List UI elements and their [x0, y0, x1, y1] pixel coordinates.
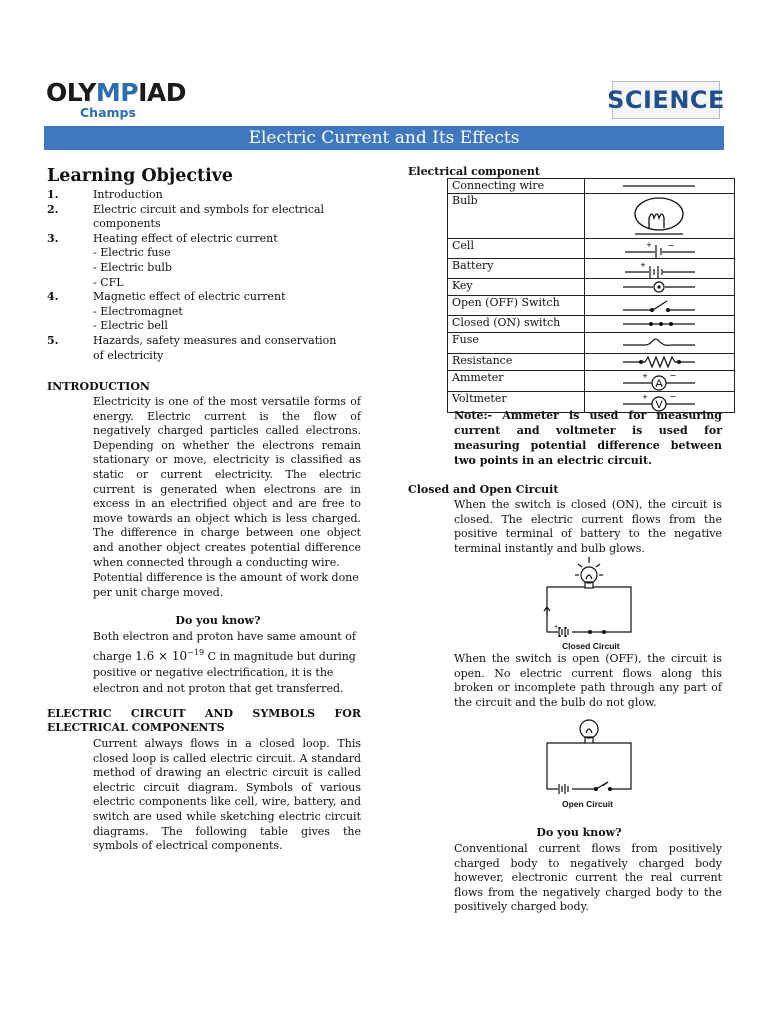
- do-you-know-heading-2: Do you know?: [536, 826, 622, 839]
- ammeter-voltmeter-note: Note:- Ammeter is used for measuring current and voltmeter is used for measuring potential difference between two points in an electric circuit.: [454, 409, 722, 467]
- component-row: [448, 354, 735, 371]
- components-table: [447, 178, 735, 413]
- component-name: Battery: [448, 259, 585, 279]
- component-row: [448, 279, 735, 296]
- symbol-label: V: [654, 399, 663, 411]
- open-circuit-caption: Open Circuit: [562, 799, 614, 809]
- learning-objective-text: [93, 203, 347, 232]
- learning-objective-item: [47, 334, 347, 363]
- key-icon: [585, 279, 735, 296]
- component-name: Resistance: [448, 354, 585, 371]
- open-switch-icon: [585, 296, 735, 316]
- learning-objective-number: 5.: [47, 333, 59, 347]
- do-you-know-body-2: Conventional current flows from positively charged body to negatively charged body however, electronic current the real current flows from the negatively charged body to the positively charged body.: [454, 842, 722, 914]
- symbol-label: +: [641, 392, 648, 402]
- learning-objective-number: 1.: [47, 188, 59, 201]
- learning-objective-text: [93, 232, 347, 290]
- component-name: Connecting wire: [448, 179, 585, 194]
- introduction-body: Electricity is one of the most versatile forms of energy. Electric current is the flow of negatively charged particles called electrons. Depending on whether the electrons remain stationary or move, electricity is classified as static or current electricity. The electric current is generated when electrons are in excess in an electrified object and are free to move towards an object which is less charged. The difference in charge between one object and another object creates potential difference when connected through a conducting wire.: [93, 395, 361, 569]
- subject-badge: SCIENCE: [612, 81, 720, 119]
- learning-objective-number: 3.: [47, 231, 59, 245]
- learning-objective-line: Electric circuit and symbols for electrical components: [93, 202, 325, 231]
- symbol-label: −: [667, 240, 674, 252]
- cell-icon: [585, 239, 735, 259]
- learning-objective-line: Introduction: [93, 188, 163, 201]
- component-name: Cell: [448, 239, 585, 259]
- learning-objective-item: [47, 188, 347, 203]
- learning-objective-line: Hazards, safety measures and conservation of electricity: [93, 333, 337, 362]
- component-row: [448, 371, 735, 392]
- learning-objective-line: Magnetic effect of electric current: [93, 290, 286, 304]
- learning-objective-line: - Electric fuse: [93, 246, 171, 260]
- learning-objective-item: [47, 232, 347, 290]
- learning-objective-title: Learning Objective: [47, 166, 234, 186]
- component-row: [448, 194, 735, 239]
- logo-sub-text: Champs: [80, 105, 136, 120]
- component-row: [448, 316, 735, 333]
- learning-objective-item: [47, 203, 347, 232]
- component-row: [448, 259, 735, 279]
- learning-objective-text: [93, 188, 347, 203]
- open-circuit-text: When the switch is open (OFF), the circuit is open. No electric current flows along this broken or incomplete path through any part of the circuit and the bulb do not glow.: [454, 652, 722, 709]
- battery-icon: [585, 259, 735, 279]
- electric-circuit-body: Current always flows in a closed loop. This closed loop is called electric circuit. A standard method of drawing an electric circuit is called electric circuit diagram. Symbols of various electric components like cell, wire, battery, and switch are used while sketching electric circuit diagrams. The following table gives the symbols of electrical components.: [93, 737, 361, 853]
- component-name: Voltmeter: [448, 392, 585, 413]
- symbol-label: +: [641, 371, 648, 381]
- learning-objective-line: - Electromagnet: [93, 304, 183, 318]
- component-name: Ammeter: [448, 371, 585, 392]
- learning-objective-item: [47, 290, 347, 334]
- chapter-title: Electric Current and Its Effects: [44, 126, 724, 150]
- wire-icon: [585, 179, 735, 194]
- component-name: Closed (ON) switch: [448, 316, 585, 333]
- component-name: Open (OFF) Switch: [448, 296, 585, 316]
- component-name: Bulb: [448, 194, 585, 239]
- symbol-label: −: [669, 371, 676, 382]
- closed-circuit-diagram: [540, 555, 640, 640]
- electric-circuit-heading: ELECTRIC CIRCUIT AND SYMBOLS FOR ELECTRICAL COMPONENTS: [47, 707, 361, 734]
- closed-open-heading: Closed and Open Circuit: [408, 483, 559, 496]
- component-row: [448, 296, 735, 316]
- do-you-know-heading-1: Do you know?: [175, 614, 261, 627]
- symbol-label: +: [645, 239, 652, 250]
- potential-difference-text: Potential difference is the amount of work done per unit charge moved.: [93, 571, 359, 599]
- learning-objective-number: 2.: [47, 202, 59, 216]
- bulb-icon: [585, 194, 735, 239]
- do-you-know-body-1: [93, 629, 361, 697]
- component-name: Fuse: [448, 333, 585, 354]
- learning-objective-list: [47, 188, 347, 363]
- introduction-heading: INTRODUCTION: [47, 380, 150, 393]
- closed-circuit-caption: Closed Circuit: [562, 641, 620, 651]
- component-row: [448, 333, 735, 354]
- closed-switch-icon: [585, 316, 735, 333]
- logo-main-text: OLYMPIAD: [46, 78, 187, 107]
- closed-circuit-plus-label: +: [554, 624, 559, 631]
- olympiad-champs-logo: [46, 78, 187, 120]
- learning-objective-line: - CFL: [93, 275, 124, 289]
- learning-objective-text: [93, 334, 347, 363]
- fuse-icon: [585, 333, 735, 354]
- learning-objective-text: [93, 290, 347, 334]
- learning-objective-line: - Electric bell: [93, 319, 168, 333]
- component-name: Key: [448, 279, 585, 296]
- learning-objective-line: Heating effect of electric current: [93, 231, 278, 245]
- component-row: [448, 239, 735, 259]
- symbol-label: A: [654, 378, 663, 390]
- charge-text-pre: Both electron and proton have same amount of charge: [93, 630, 356, 663]
- components-table-title: Electrical component: [408, 165, 540, 178]
- charge-text-post: C in magnitude but during positive or negative electrification, it is the electron and not proton that get transferred.: [93, 650, 356, 695]
- learning-objective-line: - Electric bulb: [93, 260, 172, 274]
- open-circuit-diagram: [540, 713, 640, 798]
- resistor-icon: [585, 354, 735, 371]
- symbol-label: +: [639, 259, 646, 270]
- ammeter-icon: [585, 371, 735, 392]
- learning-objective-number: 4.: [47, 290, 59, 304]
- symbol-label: −: [669, 392, 676, 403]
- closed-circuit-text: When the switch is closed (ON), the circuit is closed. The electric current flows from the positive terminal of battery to the negative terminal instantly and bulb glows.: [454, 498, 722, 555]
- charge-value: $1.6 \times 10^{-19}$: [135, 648, 205, 663]
- component-row: [448, 179, 735, 194]
